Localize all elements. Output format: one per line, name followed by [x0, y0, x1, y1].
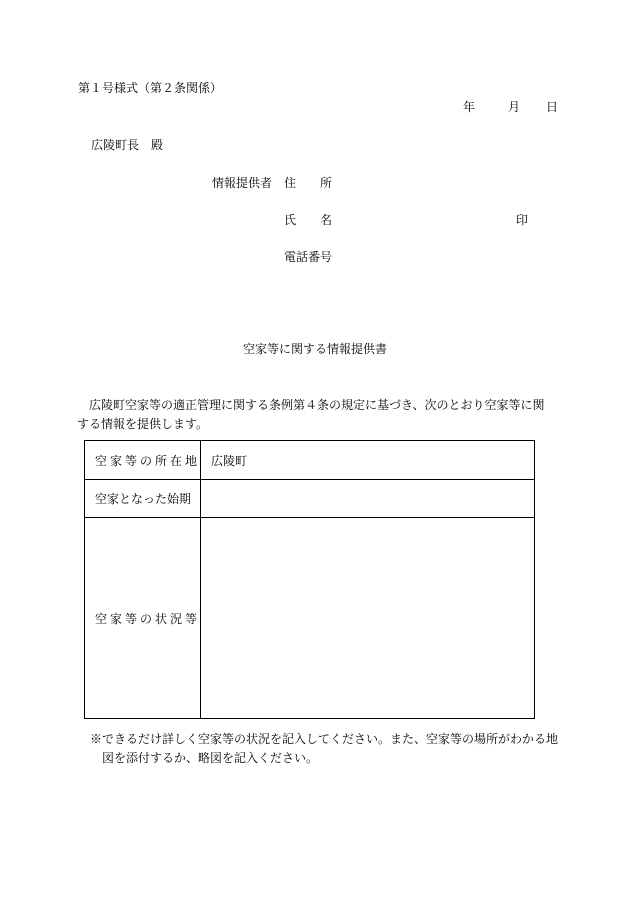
phone-label: 電話番号 [284, 250, 333, 264]
condition-value [201, 518, 535, 719]
info-table [84, 440, 535, 719]
document-title: 空家等に関する情報提供書 [242, 342, 387, 356]
date-day-label: 日 [546, 100, 559, 114]
provider-label: 情報提供者 [212, 176, 273, 190]
name-label: 氏 名 [284, 213, 333, 227]
addressee: 広陵町長 殿 [91, 138, 164, 152]
intro-paragraph: 広陵町空家等の適正管理に関する条例第４条の規定に基づき、次のとおり空家等に関する情報を提供します。 [77, 398, 545, 431]
vacancy-start-label: 空家となった始期 [85, 480, 201, 518]
footnote: ※できるだけ詳しく空家等の状況を記入してください。また、空家等の場所がわかる地図を添付するか、略図を記入ください。 [90, 732, 559, 765]
date-line [463, 99, 558, 115]
address-label: 住 所 [284, 176, 333, 190]
table-row [85, 480, 535, 518]
location-value: 広陵町 [201, 441, 535, 480]
table-row [85, 518, 535, 719]
seal-mark: 印 [516, 213, 529, 227]
form-number: 第１号様式（第２条関係） [78, 81, 223, 95]
vacancy-start-value [201, 480, 535, 518]
date-year-label: 年 [463, 100, 476, 114]
condition-label: 空家等の状況等 [85, 518, 201, 719]
table-row [85, 441, 535, 480]
location-label: 空家等の所在地 [85, 441, 201, 480]
date-month-label: 月 [508, 100, 521, 114]
